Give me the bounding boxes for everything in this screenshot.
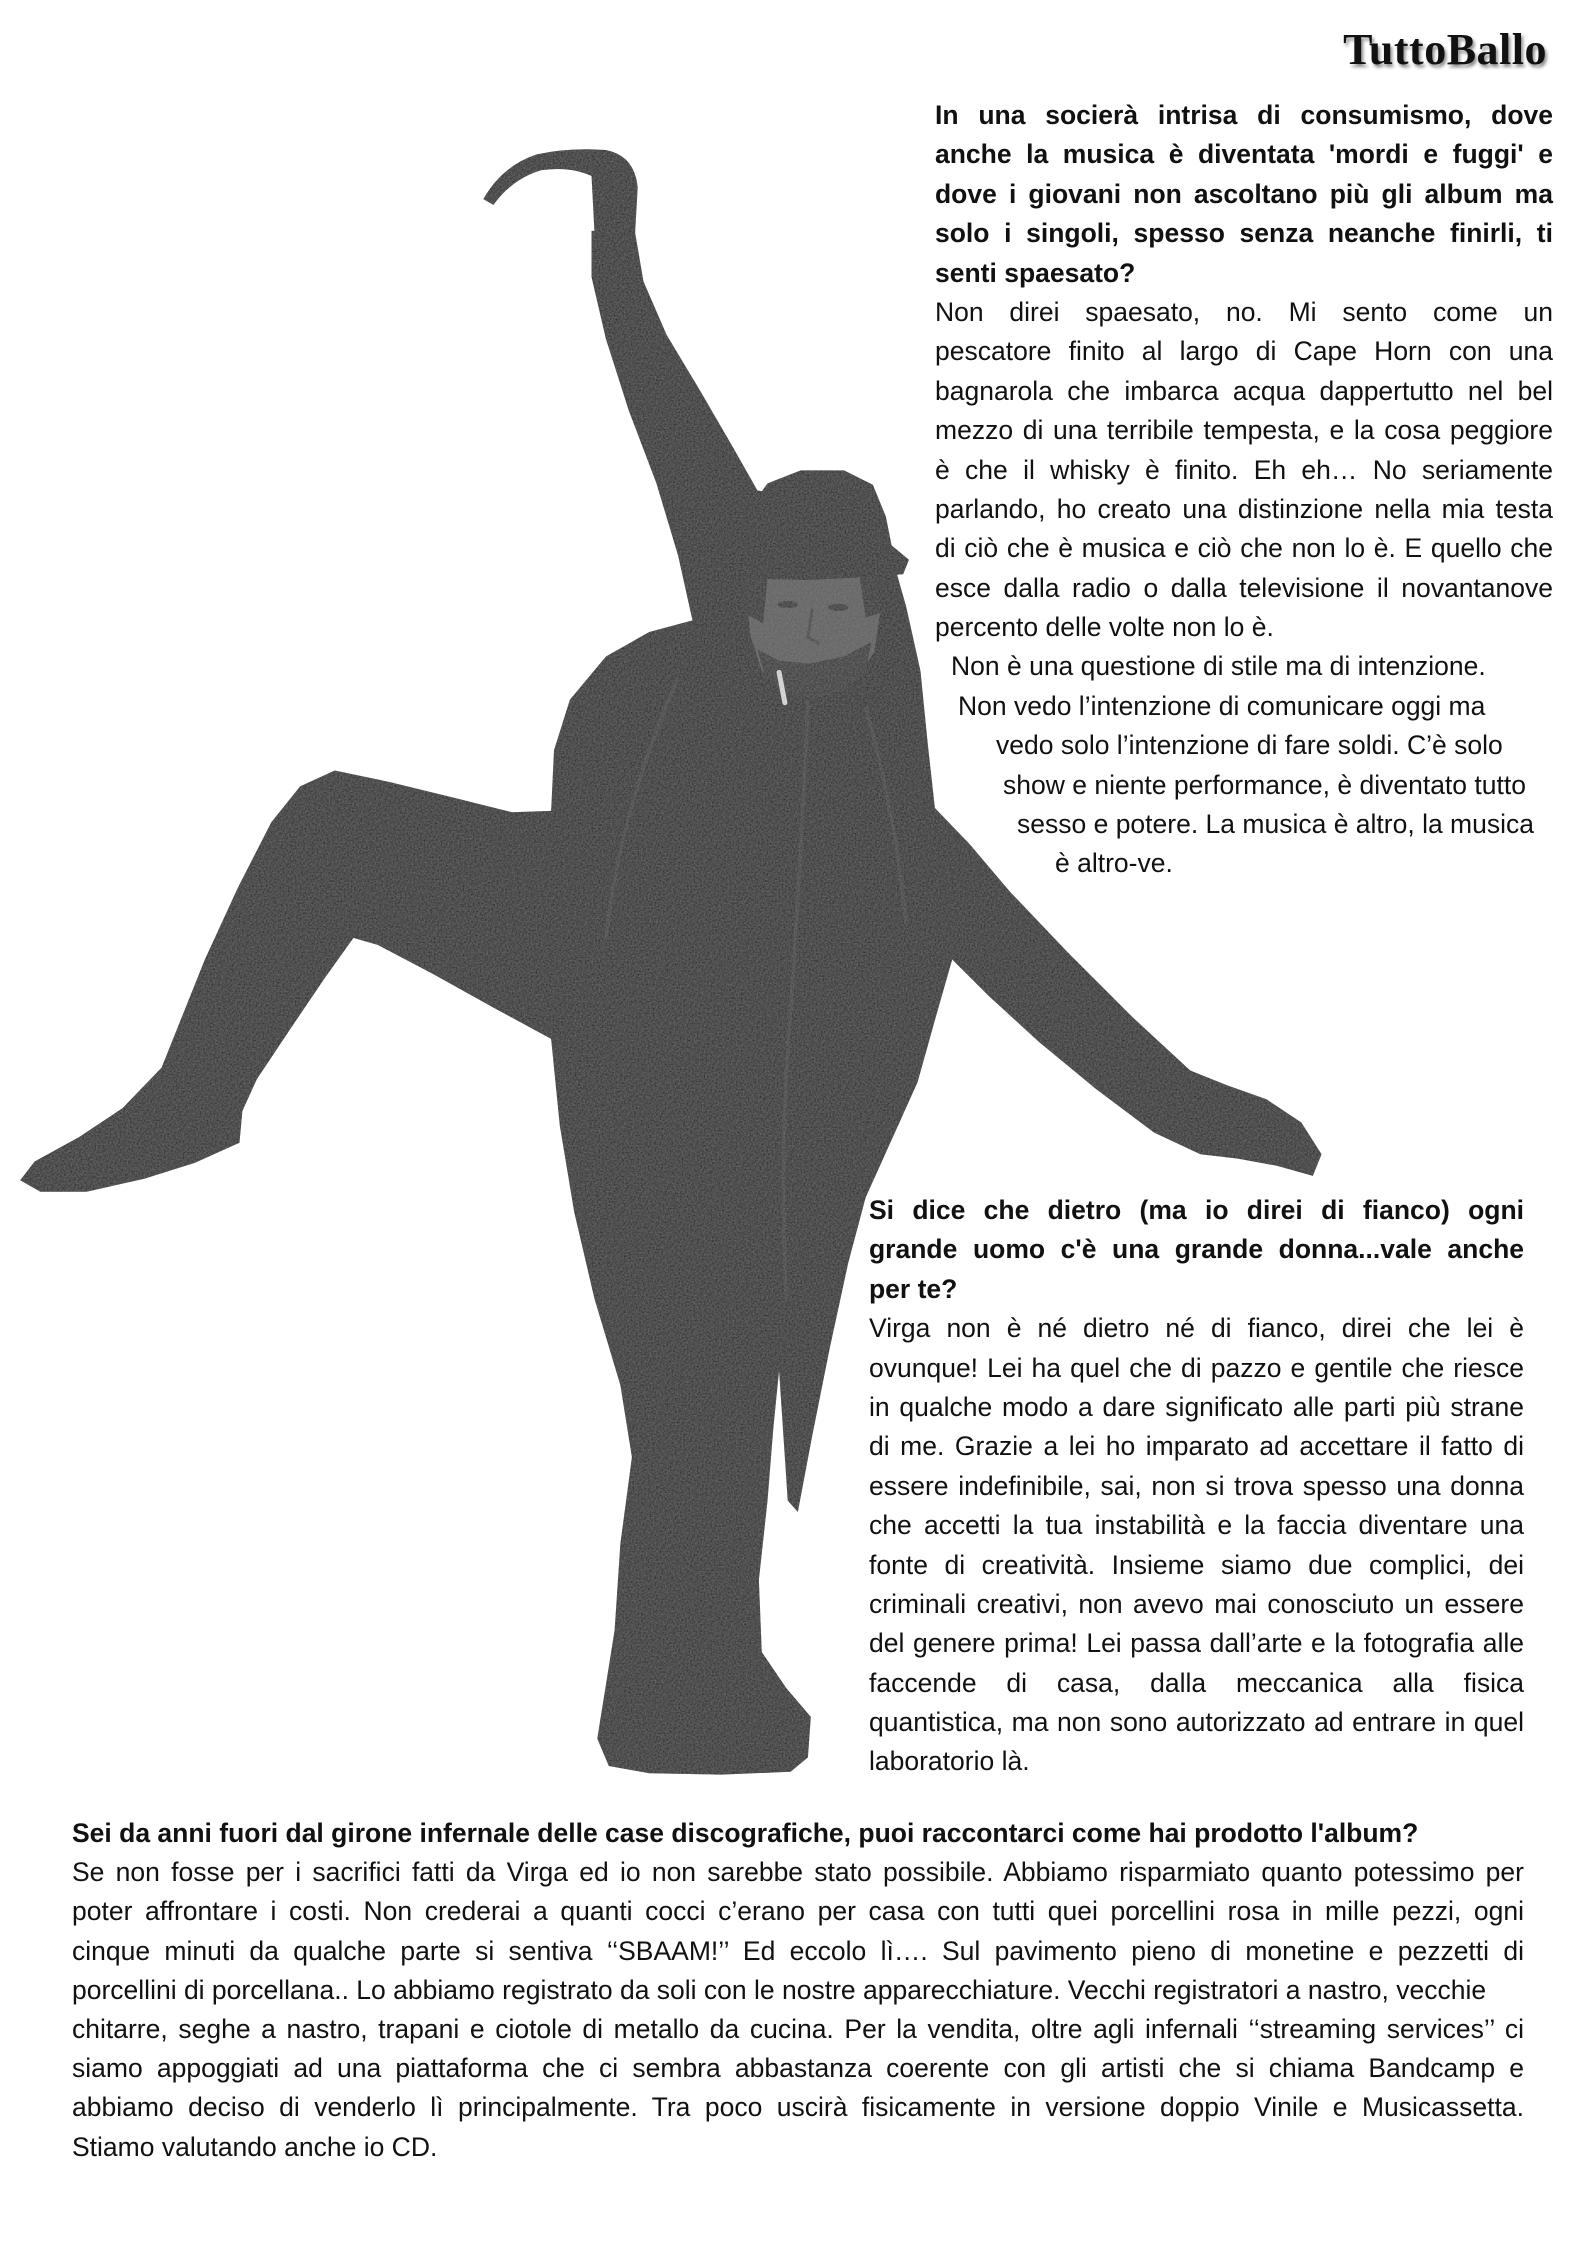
answer-line: siamo appoggiati ad una piattaforma che ci sembra abbastanza coerente con gli artisti che si chiama Bandcamp e	[72, 2053, 1524, 2084]
answer-line: mezzo di una terribile tempesta, e la cosa peggiore	[935, 415, 1553, 446]
question-line: per te?	[869, 1273, 958, 1304]
answer-line: del genere prima! Lei passa dall’arte e la fotografia alle	[869, 1628, 1524, 1659]
answer	[869, 1309, 1524, 1782]
answer-line: fonte di creatività. Insieme siamo due complici, dei	[869, 1549, 1524, 1580]
answer-line: quantistica, ma non sono autorizzato ad entrare in quel	[869, 1707, 1524, 1738]
question	[935, 96, 1553, 293]
answer-line: Stiamo valutando anche io CD.	[72, 2131, 438, 2162]
answer-line: pescatore finito al largo di Cape Horn con una	[935, 336, 1553, 367]
question-line: anche la musica è diventata 'mordi e fuggi' e	[935, 139, 1553, 170]
question-line: Si dice che dietro (ma io direi di fianco) ogni	[869, 1195, 1524, 1225]
interview-block-1	[935, 96, 1553, 884]
answer-line: è che il whisky è finito. Eh eh… No seriamente	[935, 454, 1553, 485]
answer-line: faccende di casa, dalla meccanica alla fisica	[869, 1667, 1524, 1698]
question	[72, 1814, 1524, 1853]
answer-line: Virga non è né dietro né di fianco, direi che lei è	[869, 1313, 1524, 1344]
magazine-title: TuttoBallo	[1343, 25, 1547, 74]
interview-block-3	[72, 1814, 1524, 2167]
answer-line: Non vedo l’intenzione di comunicare oggi ma	[958, 690, 1486, 721]
answer-line: di me. Grazie a lei ho imparato ad accettare il fatto di	[869, 1431, 1524, 1462]
answer-line: criminali creativi, non avevo mai conosciuto un essere	[869, 1588, 1524, 1619]
answer-line: in qualche modo a dare significato alle parti più strane	[869, 1391, 1524, 1422]
question-line: In una socierà intrisa di consumismo, dove	[935, 100, 1553, 130]
answer-line: poter affrontare i costi. Non crederai a quanti cocci c’erano per casa con tutti quei porcellini rosa in mille pezzi, ogni	[72, 1896, 1524, 1927]
right-eye	[828, 604, 848, 611]
answer-line: è altro-ve.	[1055, 848, 1173, 879]
answer-line: parlando, ho creato una distinzione nella mia testa	[935, 493, 1553, 524]
question-line: Sei da anni fuori dal girone infernale delle case discografiche, puoi raccontarci come hai prodotto l'album?	[72, 1818, 1419, 1848]
interview-block-2	[869, 1191, 1524, 1782]
answer-line: bagnarola che imbarca acqua dappertutto nel bel	[935, 375, 1553, 406]
answer-line: vedo solo l’intenzione di fare soldi. C’è solo	[996, 730, 1503, 761]
answer-line: sesso e potere. La musica è altro, la musica	[1017, 809, 1534, 840]
question-line: senti spaesato?	[935, 257, 1136, 288]
question	[869, 1191, 1524, 1309]
answer-line: porcellini di porcellana.. Lo abbiamo registrato da soli con le nostre apparecchiature. Vecchi registratori a nastro, vecchie	[72, 1974, 1487, 2005]
answer-line: chitarre, seghe a nastro, trapani e ciotole di metallo da cucina. Per la vendita, oltre agli infernali ‘‘streaming services’’ ci	[72, 2013, 1524, 2044]
answer-line: show e niente performance, è diventato tutto	[1003, 769, 1526, 800]
answer-line: Non è una questione di stile ma di intenzione.	[951, 651, 1486, 682]
raised-hand	[483, 149, 637, 238]
answer-line: Non direi spaesato, no. Mi sento come un	[935, 296, 1553, 327]
answer-line: ovunque! Lei ha quel che di pazzo e gentile che riesce	[869, 1352, 1524, 1383]
answer-line: di ciò che è musica e ciò che non lo è. E quello che	[935, 533, 1553, 564]
answer-line: laboratorio là.	[869, 1746, 1030, 1777]
question-line: solo i singoli, spesso senza neanche finirli, ti	[935, 218, 1553, 249]
answer	[935, 293, 1553, 884]
answer	[72, 1853, 1524, 2167]
answer-line: che accetti la tua instabilità e la faccia diventare una	[869, 1510, 1524, 1541]
answer-line: essere indefinibile, sai, non si trova spesso una donna	[869, 1470, 1524, 1501]
answer-line: esce dalla radio o dalla televisione il novantanove	[935, 572, 1553, 603]
question-line: dove i giovani non ascoltano più gli album ma	[935, 178, 1553, 209]
answer-line: Se non fosse per i sacrifici fatti da Virga ed io non sarebbe stato possibile. Abbiamo risparmiato quanto potessimo per	[72, 1857, 1524, 1888]
answer-line: cinque minuti da qualche parte si sentiva ‘‘SBAAM!’’ Ed eccolo lì…. Sul pavimento pieno di monetine e pezzetti di	[72, 1935, 1524, 1966]
hat	[729, 470, 909, 580]
answer-line: percento delle volte non lo è.	[935, 612, 1274, 643]
question-line: grande uomo c'è una grande donna...vale anche	[869, 1234, 1524, 1265]
left-eye	[778, 601, 798, 608]
answer-line: abbiamo deciso di venderlo lì principalmente. Tra poco uscirà fisicamente in versione doppio Vinile e Musicassetta.	[72, 2092, 1524, 2123]
